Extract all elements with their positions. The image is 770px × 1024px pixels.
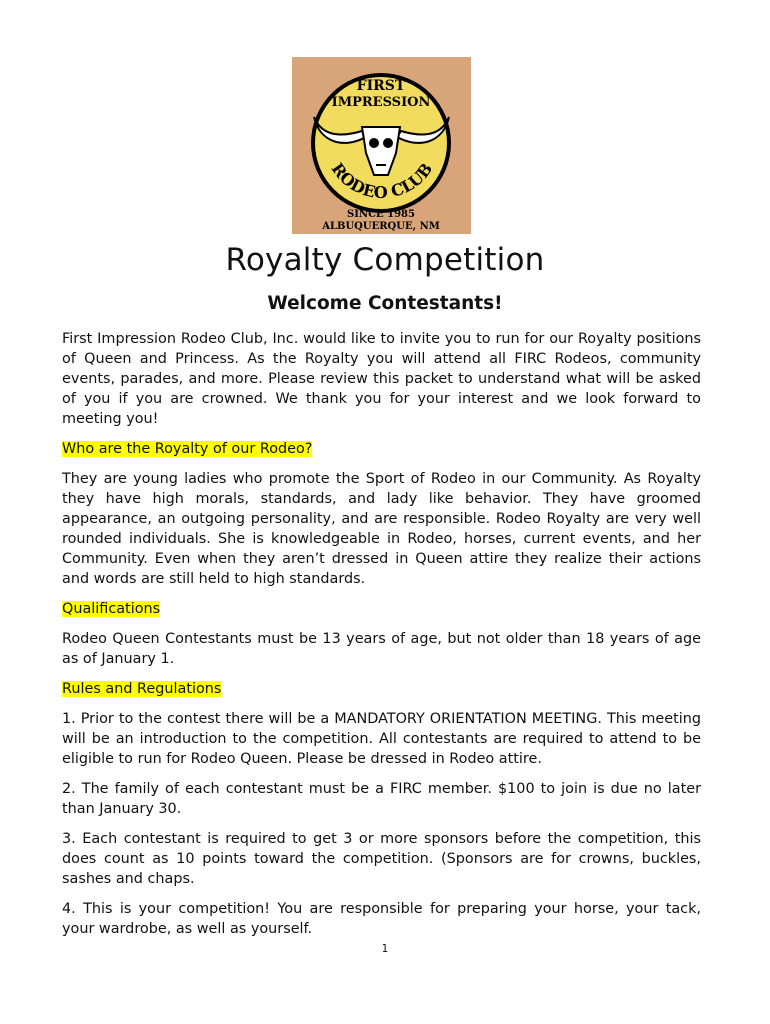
- club-logo: [292, 57, 471, 234]
- page-number: 1: [381, 943, 389, 955]
- rule-item: 2. The family of each contestant must be a FIRC member. $100 to join is due no later than January 30.: [62, 781, 701, 817]
- section-heading-who: [62, 439, 701, 459]
- highlighted-heading: Qualifications: [62, 601, 161, 617]
- page-subtitle: Welcome Contestants!: [267, 293, 503, 314]
- intro-paragraph: First Impression Rodeo Club, Inc. would like to invite you to run for our Royalty positions of Queen and Princess. As the Royalty you will attend all FIRC Rodeos, community events, parades, and more. Please review this packet to understand what will be asked of you if you are crowned. We thank you for your interest and we look forward to meeting you!: [62, 331, 701, 427]
- rule-item: 1. Prior to the contest there will be a MANDATORY ORIENTATION MEETING. This meeting will be an introduction to the competition. All contestants are required to attend to be eligible to run for Rodeo Queen. Please be dressed in Rodeo attire.: [62, 711, 701, 767]
- logo-location-text: ALBUQUERQUE, NM: [322, 221, 440, 232]
- section-body-who: They are young ladies who promote the Sport of Rodeo in our Community. As Royalty they have high morals, standards, and lady like behavior. They have groomed appearance, an outgoing personality, and are responsible. Rodeo Royalty are very well rounded individuals. She is knowledgeable in Rodeo, horses, current events, and her Community. Even when they aren’t dressed in Queen attire they realize their actions and words are still held to high standards.: [62, 471, 701, 587]
- highlighted-heading: Rules and Regulations: [62, 681, 222, 697]
- logo-top-text-2: IMPRESSION: [331, 95, 431, 110]
- highlighted-heading: Who are the Royalty of our Rodeo?: [62, 441, 313, 457]
- section-heading-qualifications: [62, 599, 701, 619]
- logo-since-text: SINCE 1985: [347, 209, 415, 220]
- rule-item: 3. Each contestant is required to get 3 or more sponsors before the competition, this does count as 10 points toward the competition. (Sponsors are for crowns, buckles, sashes and chaps.: [62, 831, 701, 887]
- page-title: Royalty Competition: [225, 242, 545, 278]
- rule-item: 4. This is your competition! You are responsible for preparing your horse, your tack, your wardrobe, as well as yourself.: [62, 901, 701, 937]
- logo-graphic: [292, 57, 471, 234]
- section-body-qualifications: Rodeo Queen Contestants must be 13 years of age, but not older than 18 years of age as of January 1.: [62, 631, 701, 667]
- section-heading-rules: [62, 679, 701, 699]
- logo-bottom-text: RODEO CLUB: [327, 159, 437, 203]
- document-body: [62, 329, 701, 949]
- logo-top-text-1: FIRST: [356, 78, 406, 94]
